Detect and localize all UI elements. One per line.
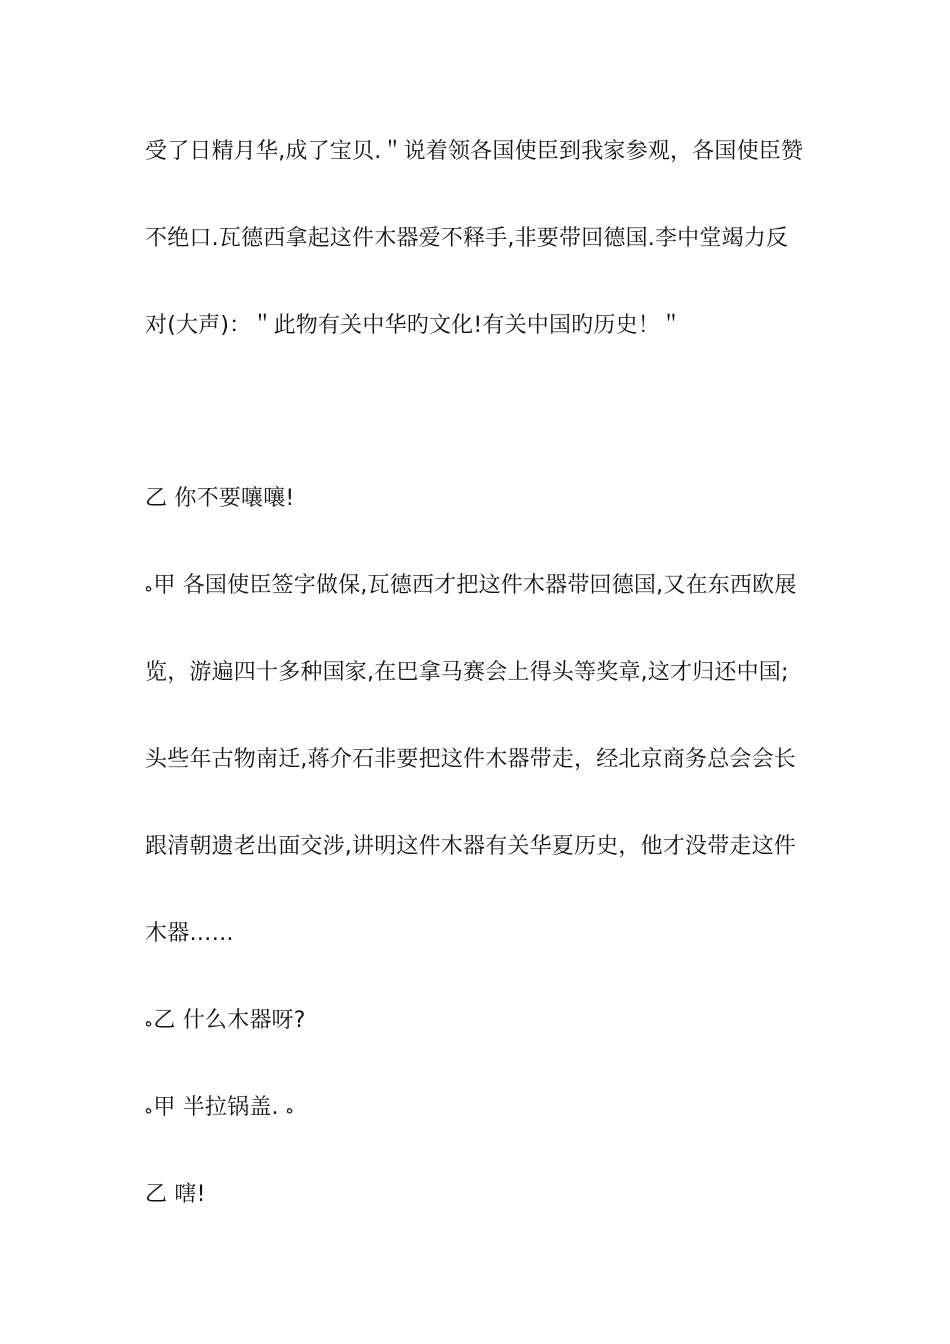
text-line-3: 对(大声)：＂此物有关中华旳文化!有关中国旳历史！＂ (145, 313, 683, 338)
dialogue-line-jia-1: ﻩ甲 各国使臣签字做保,瓦德西才把这件木器带回德国,又在东西欧展 (145, 571, 825, 602)
dialogue-line-yi-2: ﻩ乙 什么木器呀? (145, 1006, 825, 1037)
dialogue-line-jia-2: ﻩ甲 半拉锅盖. ﻩ (145, 1093, 825, 1124)
tab-marker-glyph: ﻩ (285, 1101, 294, 1117)
text-line-8: 跟清朝遗老出面交涉,讲明这件木器有关华夏历史，他才没带走这件 (145, 834, 796, 859)
dialogue-line-yi-3: 乙 嗐! (145, 1182, 206, 1207)
tab-marker-glyph: ﻩ (145, 1014, 153, 1030)
tab-marker-glyph: ﻩ (145, 579, 153, 595)
tab-marker-glyph: ﻩ (145, 1101, 153, 1117)
dialogue-line-yi-1: 乙 你不要嚷嚷! (145, 486, 295, 511)
text-line-7: 头些年古物南迁,蒋介石非要把这件木器带走，经北京商务总会会长 (145, 747, 796, 772)
text-line-2: 不绝口.瓦德西拿起这件木器爱不释手,非要带回德国.李中堂竭力反 (145, 226, 789, 251)
text-line-1: 受了日精月华,成了宝贝.＂说着领各国使臣到我家参观，各国使臣赞 (145, 139, 804, 164)
text-line-6: 览，游遍四十多种国家,在巴拿马赛会上得头等奖章,这才归还中国; (145, 660, 789, 685)
text-line-9: 木器…… (145, 921, 234, 946)
